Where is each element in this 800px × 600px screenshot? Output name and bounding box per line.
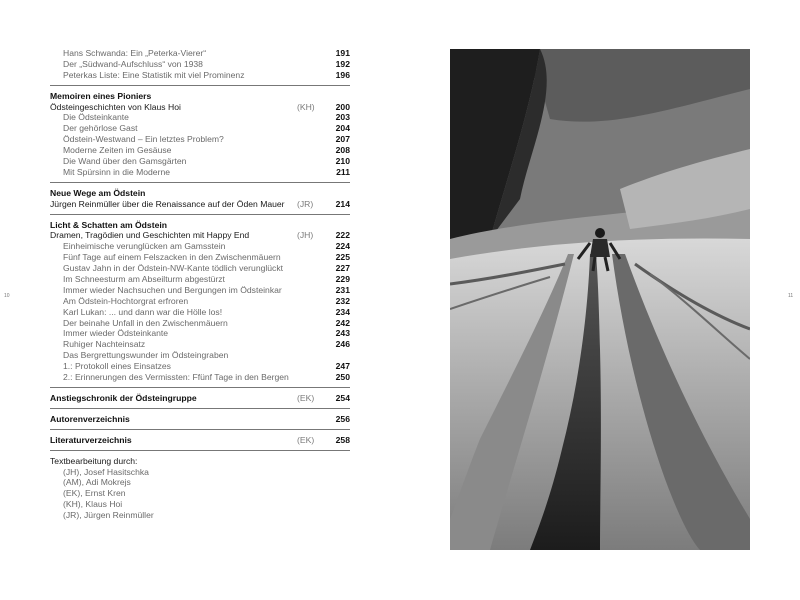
section-divider [50,214,350,215]
credit-person: (JR), Jürgen Reinmüller [63,510,154,521]
climber-on-slab-image [450,49,750,550]
section-divider [50,85,350,86]
toc-entry-title: Ruhiger Nachteinsatz [63,339,146,350]
toc-entry-title: Ödsteingeschichten von Klaus Hoi [50,101,181,112]
toc-entry[interactable] [50,156,350,167]
toc-entry-title: Literaturverzeichnis [50,434,132,445]
toc-entry-chapter[interactable] [50,435,350,446]
toc-entry[interactable] [50,145,350,156]
toc-entry-page: 246 [335,339,350,350]
toc-entry[interactable] [50,167,350,178]
toc-entry[interactable] [50,252,350,263]
toc-entry-author: (EK) [297,434,315,445]
toc-entry[interactable] [50,70,350,81]
toc-entry-title: Ödstein-Westwand – Ein letztes Problem? [63,134,224,145]
toc-entry-title: Karl Lukan: ... und dann war die Hölle los! [63,306,223,317]
toc-entry-page: 231 [335,284,350,295]
climbing-photo [450,49,750,550]
toc-entry[interactable] [50,241,350,252]
toc-entry-page: 232 [335,295,350,306]
toc-entry[interactable] [50,307,350,318]
toc-entry-page: 254 [335,392,350,403]
toc-entry-main[interactable] [50,102,350,113]
toc-entry[interactable] [50,361,350,372]
toc-entry[interactable] [50,350,350,361]
toc-entry-chapter[interactable] [50,414,350,425]
toc-entry[interactable] [50,285,350,296]
toc-entry-title: 2.: Erinnerungen des Vermissten: Ffünf Tage in den Bergen [63,372,289,383]
section-divider [50,387,350,388]
toc-entry-title: Der „Südwand-Aufschluss“ von 1938 [63,58,203,69]
toc-entry-title: Die Wand über den Gamsgärten [63,156,187,167]
toc-entry-page: 207 [335,134,350,145]
toc-entry-main[interactable] [50,199,350,210]
toc-entry-page: 258 [335,434,350,445]
toc-entry-page: 222 [335,230,350,241]
toc-entry-title: 1.: Protokoll eines Einsatzes [63,361,171,372]
toc-entry-page: 224 [335,241,350,252]
toc-entry-title: Fünf Tage auf einem Felszacken in den Zwischenmäuern [63,252,281,263]
toc-entry-title: Hans Schwanda: Ein „Peterka-Vierer“ [63,48,207,58]
toc-entry-page: 210 [335,156,350,167]
toc-entry-page: 227 [335,263,350,274]
toc-entry-title: Am Ödstein-Hochtorgrat erfroren [63,295,189,306]
toc-entry-title: Der gehörlose Gast [63,123,138,134]
page-number-left: 10 [4,293,10,299]
toc-entry-author: (EK) [297,392,315,403]
toc-entry-title: Der beinahe Unfall in den Zwischenmäuern [63,317,228,328]
section-divider [50,408,350,409]
toc-entry-title: Anstiegschronik der Ödsteingruppe [50,392,197,403]
credit-person: (EK), Ernst Kren [63,488,126,499]
toc-entry-page: 234 [335,306,350,317]
toc-entry-author: (JH) [297,230,314,241]
toc-entry[interactable] [50,48,350,59]
section-heading: Licht & Schatten am Ödstein [50,219,167,230]
toc-entry-page: 196 [335,69,350,80]
toc-entry-page: 200 [335,101,350,112]
toc-entry-page: 242 [335,317,350,328]
toc-entry-page: 225 [335,252,350,263]
toc-entry-title: Immer wieder Ödsteinkante [63,328,169,339]
toc-entry-author: (KH) [297,101,315,112]
toc-entry-title: Im Schneesturm am Abseilturm abgestürzt [63,274,225,285]
toc-entry-page: 247 [335,361,350,372]
toc-entry[interactable] [50,372,350,383]
toc-entry-title: Peterkas Liste: Eine Statistik mit viel Prominenz [63,69,245,80]
section-heading: Memoiren eines Pioniers [50,90,152,101]
section-heading: Neue Wege am Ödstein [50,187,146,198]
toc-entry-page: 229 [335,274,350,285]
section-divider [50,182,350,183]
toc-entry-title: Mit Spürsinn in die Moderne [63,166,170,177]
toc-entry[interactable] [50,134,350,145]
toc-entry[interactable] [50,123,350,134]
toc-entry-main[interactable] [50,230,350,241]
toc-entry[interactable] [50,112,350,123]
toc-entry[interactable] [50,339,350,350]
credit-person: (KH), Klaus Hoi [63,499,123,510]
toc-entry-page: 250 [335,372,350,383]
toc-entry-title: Gustav Jahn in der Ödstein-NW-Kante tödlich verunglückt [63,263,284,274]
toc-entry[interactable] [50,274,350,285]
toc-entry-page: 214 [335,198,350,209]
toc-entry-title: Moderne Zeiten im Gesäuse [63,145,172,156]
section-divider [50,450,350,451]
toc-entry-title: Jürgen Reinmüller über die Renaissance auf der Öden Mauer [50,198,285,209]
toc-entry-page: 243 [335,328,350,339]
toc-entry-page: 211 [336,166,350,177]
toc-entry[interactable] [50,328,350,339]
toc-entry-title: Dramen, Tragödien und Geschichten mit Happy End [50,230,250,241]
toc-entry[interactable] [50,263,350,274]
toc-entry-page: 204 [335,123,350,134]
table-of-contents [50,48,350,521]
section-divider [50,429,350,430]
toc-entry-author: (JR) [297,198,314,209]
toc-entry-page: 256 [335,413,350,424]
toc-entry-title: Immer wieder Nachsuchen und Bergungen im Ödsteinkar [63,284,282,295]
toc-entry-title: Einheimische verunglücken am Gamsstein [63,241,226,252]
toc-entry[interactable] [50,59,350,70]
toc-entry-page: 208 [335,145,350,156]
toc-entry[interactable] [50,318,350,329]
credit-person: (JH), Josef Hasitschka [63,466,149,477]
toc-entry-title: Das Bergrettungswunder im Ödsteingraben [63,350,229,361]
credits-heading: Textbearbeitung durch: [50,455,138,466]
credit-person: (AM), Adi Mokrejs [63,477,131,488]
toc-entry-title: Autorenverzeichnis [50,413,130,424]
toc-entry-page: 191 [335,48,350,58]
toc-entry-page: 203 [335,112,350,123]
toc-entry-page: 192 [335,58,350,69]
toc-entry-title: Die Ödsteinkante [63,112,129,123]
page-number-right: 11 [788,293,794,299]
toc-entry-chapter[interactable] [50,393,350,404]
toc-entry[interactable] [50,296,350,307]
